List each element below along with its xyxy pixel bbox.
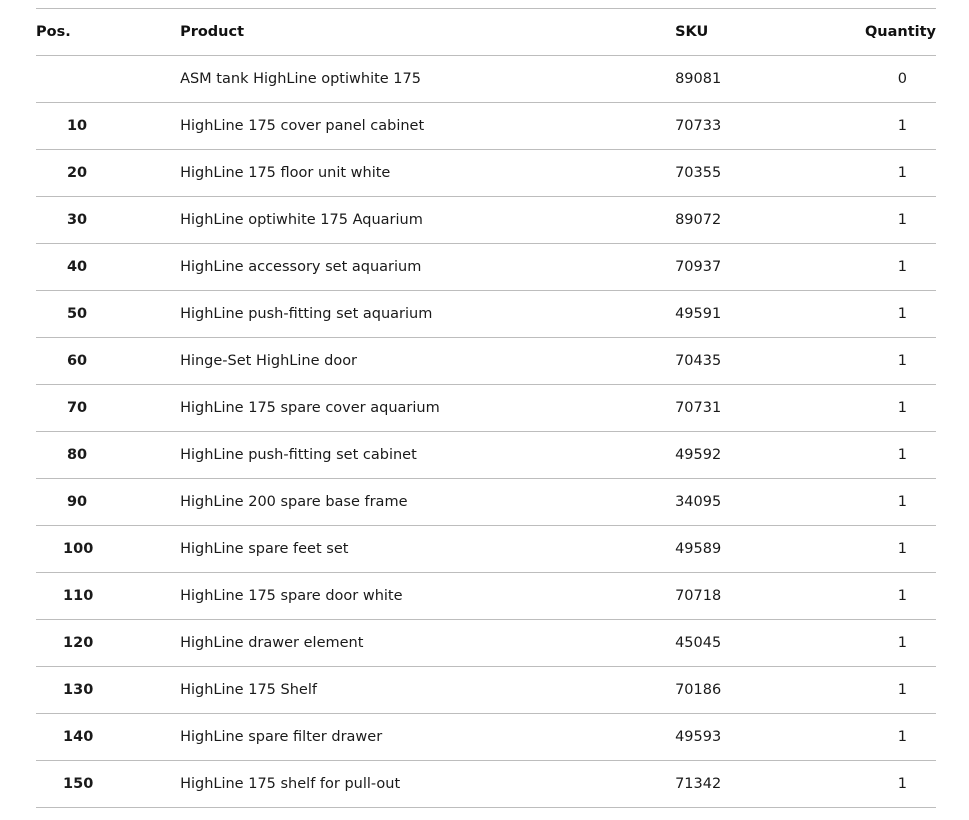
row-pos-cell [36, 714, 180, 761]
row-product: HighLine drawer element [180, 620, 675, 667]
row-sku: 71342 [675, 761, 803, 808]
header-quantity: Quantity [803, 9, 936, 56]
row-pos-cell [36, 103, 180, 150]
row-product: HighLine push-fitting set aquarium [180, 291, 675, 338]
row-pos: 110 [63, 588, 94, 604]
row-product: HighLine accessory set aquarium [180, 244, 675, 291]
row-sku: 70355 [675, 150, 803, 197]
row-quantity: 1 [803, 103, 936, 150]
row-pos: 20 [66, 165, 88, 181]
row-quantity: 1 [803, 761, 936, 808]
row-quantity: 1 [803, 479, 936, 526]
row-sku: 49589 [675, 526, 803, 573]
table-row [36, 56, 936, 103]
row-quantity: 1 [803, 197, 936, 244]
row-sku: 49592 [675, 432, 803, 479]
row-quantity: 1 [803, 432, 936, 479]
row-pos-cell [36, 338, 180, 385]
row-pos-cell [36, 573, 180, 620]
row-pos: 40 [66, 259, 88, 275]
row-pos-cell [36, 197, 180, 244]
row-product: HighLine 175 spare door white [180, 573, 675, 620]
row-pos: 100 [63, 541, 94, 557]
table-header-row [36, 9, 936, 56]
row-sku: 49591 [675, 291, 803, 338]
row-pos: 130 [63, 682, 94, 698]
table-row [36, 244, 936, 291]
row-product: HighLine push-fitting set cabinet [180, 432, 675, 479]
row-pos-cell [36, 479, 180, 526]
table-row [36, 620, 936, 667]
table-row [36, 714, 936, 761]
row-pos: 90 [66, 494, 88, 510]
table-row [36, 197, 936, 244]
row-product: HighLine 175 cover panel cabinet [180, 103, 675, 150]
row-quantity: 1 [803, 526, 936, 573]
row-pos-cell [36, 291, 180, 338]
row-sku: 70186 [675, 667, 803, 714]
row-quantity: 1 [803, 667, 936, 714]
parts-list-table [36, 8, 936, 808]
table-row [36, 573, 936, 620]
row-pos: 80 [66, 447, 88, 463]
table-row [36, 385, 936, 432]
header-sku: SKU [675, 9, 803, 56]
row-pos: 50 [66, 306, 88, 322]
row-product: HighLine optiwhite 175 Aquarium [180, 197, 675, 244]
row-quantity: 0 [803, 56, 936, 103]
row-quantity: 1 [803, 291, 936, 338]
row-product: HighLine 175 spare cover aquarium [180, 385, 675, 432]
table-body [36, 56, 936, 808]
row-sku: 89081 [675, 56, 803, 103]
row-sku: 70435 [675, 338, 803, 385]
row-quantity: 1 [803, 338, 936, 385]
row-pos: 150 [63, 776, 94, 792]
row-product: Hinge-Set HighLine door [180, 338, 675, 385]
row-sku: 70733 [675, 103, 803, 150]
row-product: HighLine 200 spare base frame [180, 479, 675, 526]
table-row [36, 103, 936, 150]
row-product: ASM tank HighLine optiwhite 175 [180, 56, 675, 103]
row-pos-cell [36, 150, 180, 197]
table-row [36, 150, 936, 197]
row-sku: 70731 [675, 385, 803, 432]
row-product: HighLine 175 shelf for pull-out [180, 761, 675, 808]
row-pos: 140 [63, 729, 94, 745]
row-pos: 10 [66, 118, 88, 134]
header-product: Product [180, 9, 675, 56]
row-sku: 70718 [675, 573, 803, 620]
row-sku: 34095 [675, 479, 803, 526]
row-sku: 70937 [675, 244, 803, 291]
row-product: HighLine spare feet set [180, 526, 675, 573]
row-pos-cell [36, 56, 180, 103]
header-pos: Pos. [36, 9, 180, 56]
row-sku: 45045 [675, 620, 803, 667]
table-row [36, 479, 936, 526]
row-product: HighLine spare filter drawer [180, 714, 675, 761]
row-pos-cell [36, 385, 180, 432]
row-product: HighLine 175 Shelf [180, 667, 675, 714]
row-quantity: 1 [803, 385, 936, 432]
table-header [36, 9, 936, 56]
table-row [36, 338, 936, 385]
row-pos: 30 [66, 212, 88, 228]
row-pos-cell [36, 432, 180, 479]
row-pos-cell [36, 667, 180, 714]
row-quantity: 1 [803, 714, 936, 761]
row-pos: 70 [66, 400, 88, 416]
table-row [36, 526, 936, 573]
row-pos-cell [36, 526, 180, 573]
row-sku: 49593 [675, 714, 803, 761]
row-sku: 89072 [675, 197, 803, 244]
table-row [36, 432, 936, 479]
row-pos-cell [36, 244, 180, 291]
row-quantity: 1 [803, 150, 936, 197]
row-pos-cell [36, 620, 180, 667]
table-row [36, 667, 936, 714]
row-product: HighLine 175 floor unit white [180, 150, 675, 197]
row-quantity: 1 [803, 244, 936, 291]
row-pos: 120 [63, 635, 94, 651]
row-quantity: 1 [803, 573, 936, 620]
table-row [36, 291, 936, 338]
row-quantity: 1 [803, 620, 936, 667]
row-pos-cell [36, 761, 180, 808]
table-row [36, 761, 936, 808]
row-pos: 60 [66, 353, 88, 369]
